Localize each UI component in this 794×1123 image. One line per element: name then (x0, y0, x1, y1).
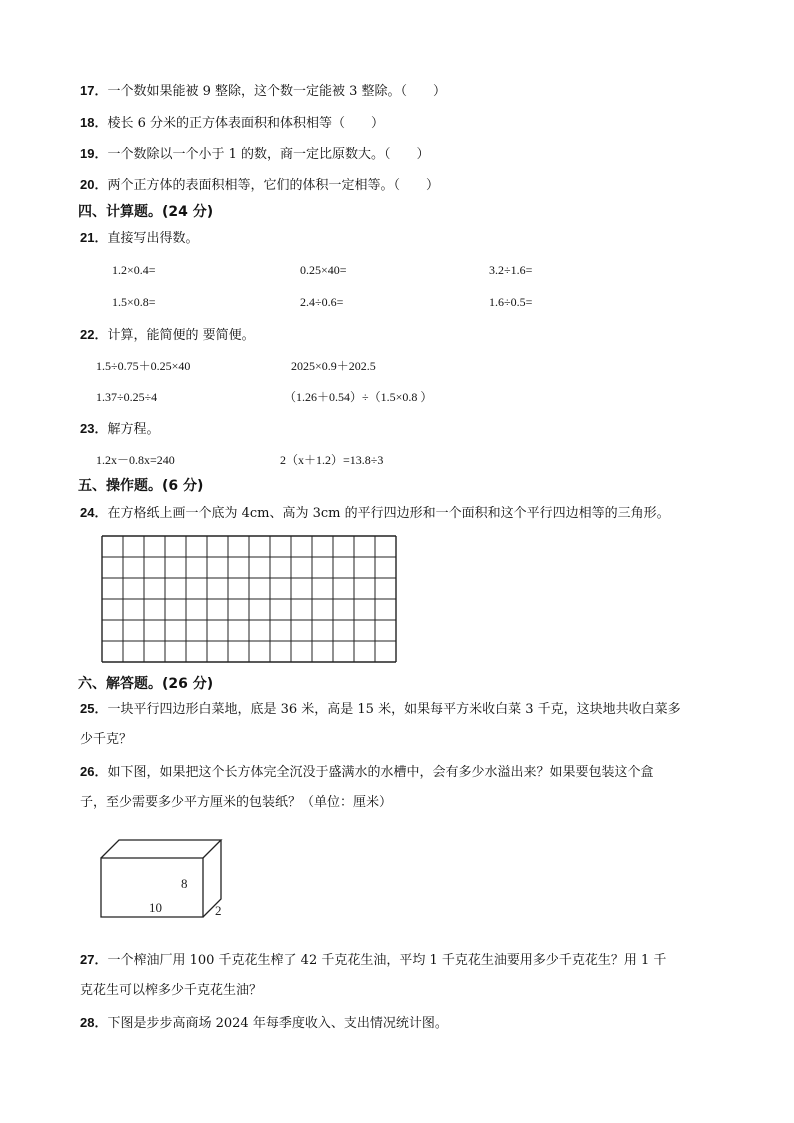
section-heading-6: 六、解答题。(26 分) (78, 676, 214, 692)
section-heading-4: 四、计算题。(24 分) (78, 204, 214, 220)
cuboid-top-face (101, 840, 221, 858)
question-18 (80, 114, 384, 133)
question-21 (80, 229, 198, 248)
question-19 (80, 145, 430, 164)
question-26-continued: 子，至少需要多少平方厘米的包装纸？（单位：厘米） (80, 795, 393, 810)
question-23 (80, 420, 159, 439)
question-number: 18． (80, 115, 108, 130)
question-number: 21． (80, 230, 108, 245)
question-number: 25． (80, 701, 108, 716)
cuboid-figure (95, 833, 235, 923)
question-number: 19． (80, 146, 108, 161)
question-text: 一块平行四边形白菜地，底是 36 米，高是 15 米，如果每平方米收白菜 3 千克，这块地共收白菜多 (107, 702, 681, 717)
question-number: 26． (80, 764, 108, 779)
question-26 (80, 763, 653, 782)
question-24 (80, 504, 670, 523)
question-number: 17． (80, 83, 108, 98)
question-text: 在方格纸上画一个底为 4cm、高为 3cm 的平行四边形和一个面积和这个平行四边相等的三角形。 (107, 506, 670, 521)
expression: 1.5÷0.75＋0.25×40 (96, 359, 191, 373)
section-heading-5: 五、操作题。(6 分) (78, 478, 204, 494)
question-27-continued: 克花生可以榨多少千克花生油？ (80, 983, 263, 998)
question-text: 一个数除以一个小于 1 的数，商一定比原数大。（ ） (107, 147, 430, 162)
question-text: 一个榨油厂用 100 千克花生榨了 42 千克花生油，平均 1 千克花生油要用多少千克花生？用 1 千 (107, 953, 667, 968)
expression: 1.2×0.4= (112, 263, 156, 277)
question-text: 解方程。 (107, 422, 160, 437)
question-text: 如下图，如果把这个长方体完全沉没于盛满水的水槽中，会有多少水溢出来？如果要包装这个盒 (107, 765, 654, 780)
expression: （1.26＋0.54）÷（1.5×0.8 ） (284, 390, 433, 404)
question-text: 计算，能简便的 要简便。 (107, 328, 255, 343)
expression: 3.2÷1.6= (489, 263, 533, 277)
square-grid (101, 535, 397, 663)
expression: 0.25×40= (300, 263, 347, 277)
height-label: 8 (181, 876, 188, 891)
expression: 1.5×0.8= (112, 295, 156, 309)
question-number: 24． (80, 505, 108, 520)
question-25-continued: 少千克？ (80, 732, 133, 747)
question-text: 棱长 6 分米的正方体表面积和体积相等（ ） (107, 116, 385, 131)
question-27 (80, 951, 666, 970)
expression: 2（x＋1.2）=13.8÷3 (280, 453, 384, 467)
expression: 1.2x－0.8x=240 (96, 453, 175, 467)
expression: 2.4÷0.6= (300, 295, 344, 309)
question-28 (80, 1014, 448, 1033)
question-number: 28． (80, 1015, 108, 1030)
question-text: 两个正方体的表面积相等，它们的体积一定相等。（ ） (107, 178, 439, 193)
question-number: 22． (80, 327, 108, 342)
question-20 (80, 176, 439, 195)
question-25 (80, 700, 681, 719)
question-number: 27． (80, 952, 108, 967)
length-label: 10 (149, 900, 162, 915)
question-text: 下图是步步高商场 2024 年每季度收入、支出情况统计图。 (107, 1016, 448, 1031)
expression: 2025×0.9＋202.5 (291, 359, 376, 373)
question-number: 23． (80, 421, 108, 436)
question-17 (80, 82, 446, 101)
question-text: 一个数如果能被 9 整除，这个数一定能被 3 整除。（ ） (107, 84, 447, 99)
expression: 1.6÷0.5= (489, 295, 533, 309)
question-22 (80, 326, 255, 345)
question-text: 直接写出得数。 (107, 231, 199, 246)
question-number: 20． (80, 177, 108, 192)
expression: 1.37÷0.25÷4 (96, 390, 158, 404)
width-label: 2 (215, 903, 222, 918)
